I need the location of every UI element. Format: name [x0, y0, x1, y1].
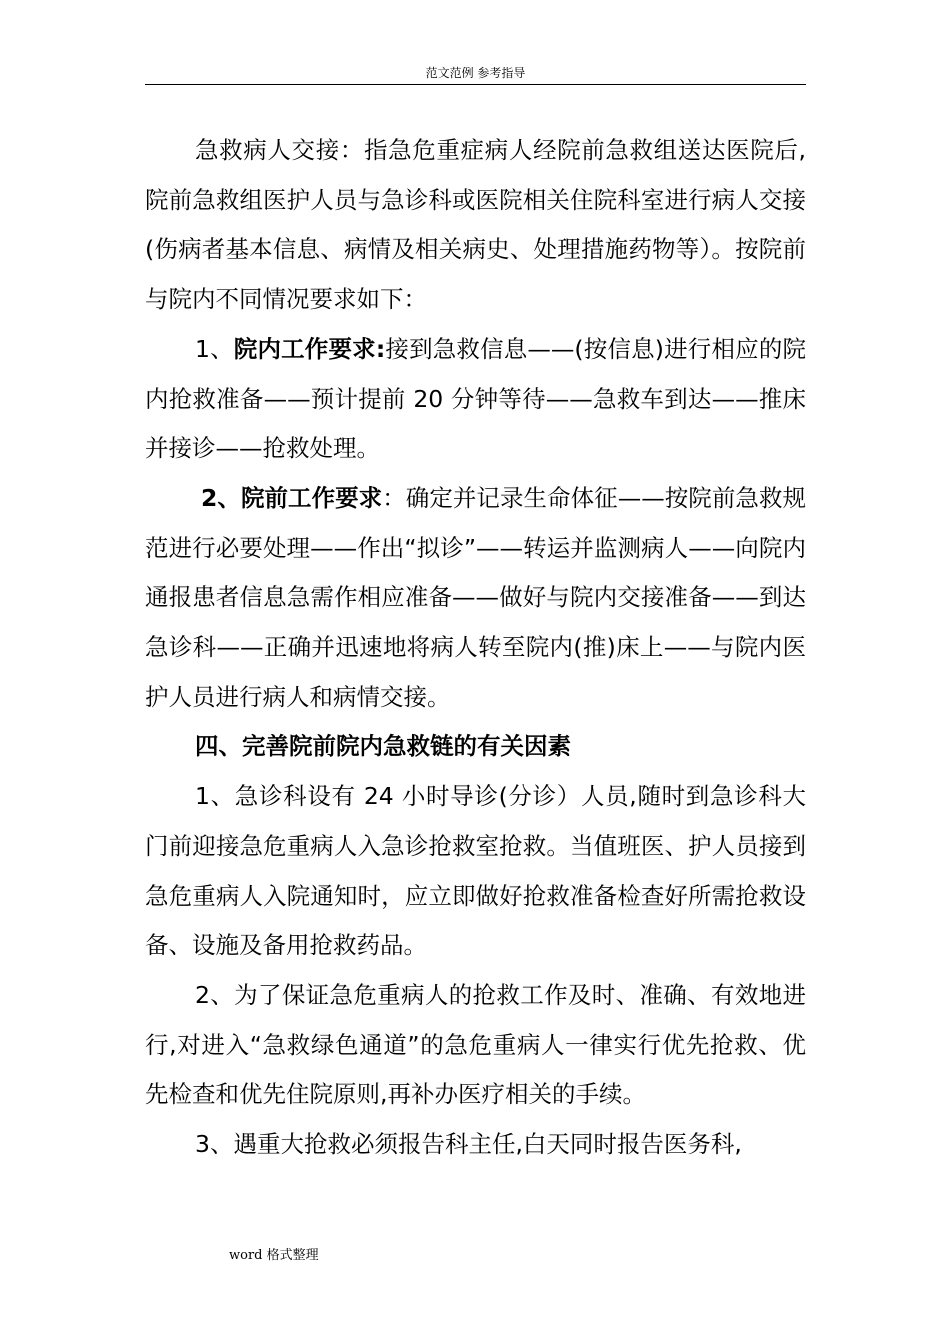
paragraph-item-3: 3、遇重大抢救必须报告科主任,白天同时报告医务科, [195, 1130, 742, 1159]
paragraph-item-1: 1、急诊科设有 24 小时导诊(分诊）人员,随时到急诊科大门前迎接急危重病人入急诊抢救室抢救。当值班医、护人员接到急危重病人入院通知时，应立即做好抢救准备检查好所需抢救设备、设施及备用抢救药品。 [145, 782, 806, 960]
document-body [145, 126, 806, 1170]
page-header: 范文范例 参考指导 [145, 64, 806, 85]
list-number: 1、 [195, 334, 234, 363]
pre-hospital-heading: 2、院前工作要求 [201, 483, 383, 512]
paragraph-handover-definition: 急救病人交接：指急危重症病人经院前急救组送达医院后,院前急救组医护人员与急诊科或医院相关住院科室进行病人交接(伤病者基本信息、病情及相关病史、处理措施药物等）。按院前与院内不同情况要求如下： [145, 136, 806, 314]
paragraph-in-hospital-requirements [145, 325, 806, 474]
pre-hospital-text: ：确定并记录生命体征——按院前急救规范进行必要处理——作出“拟诊”——转运并监测病人——向院内通报患者信息急需作相应准备——做好与院内交接准备——到达急诊科——正确并迅速地将病人转至院内(推)床上——与院内医护人员进行病人和病情交接。 [145, 483, 806, 711]
paragraph-item-2: 2、为了保证急危重病人的抢救工作及时、准确、有效地进行,对进入“急救绿色通道”的急危重病人一律实行优先抢救、优先检查和优先住院原则,再补办医疗相关的手续。 [145, 980, 806, 1109]
in-hospital-heading: 院内工作要求: [233, 334, 386, 363]
page-footer: word 格式整理 [229, 1248, 319, 1263]
in-hospital-text: 接到急救信息——(按信息)进行相应的院内抢救准备——预计提前 20 分钟等待——急救车到达——推床并接诊——抢救处理。 [145, 334, 806, 463]
paragraph-pre-hospital-requirements [145, 474, 806, 723]
section-heading: 四、完善院前院内急救链的有关因素 [195, 732, 571, 761]
